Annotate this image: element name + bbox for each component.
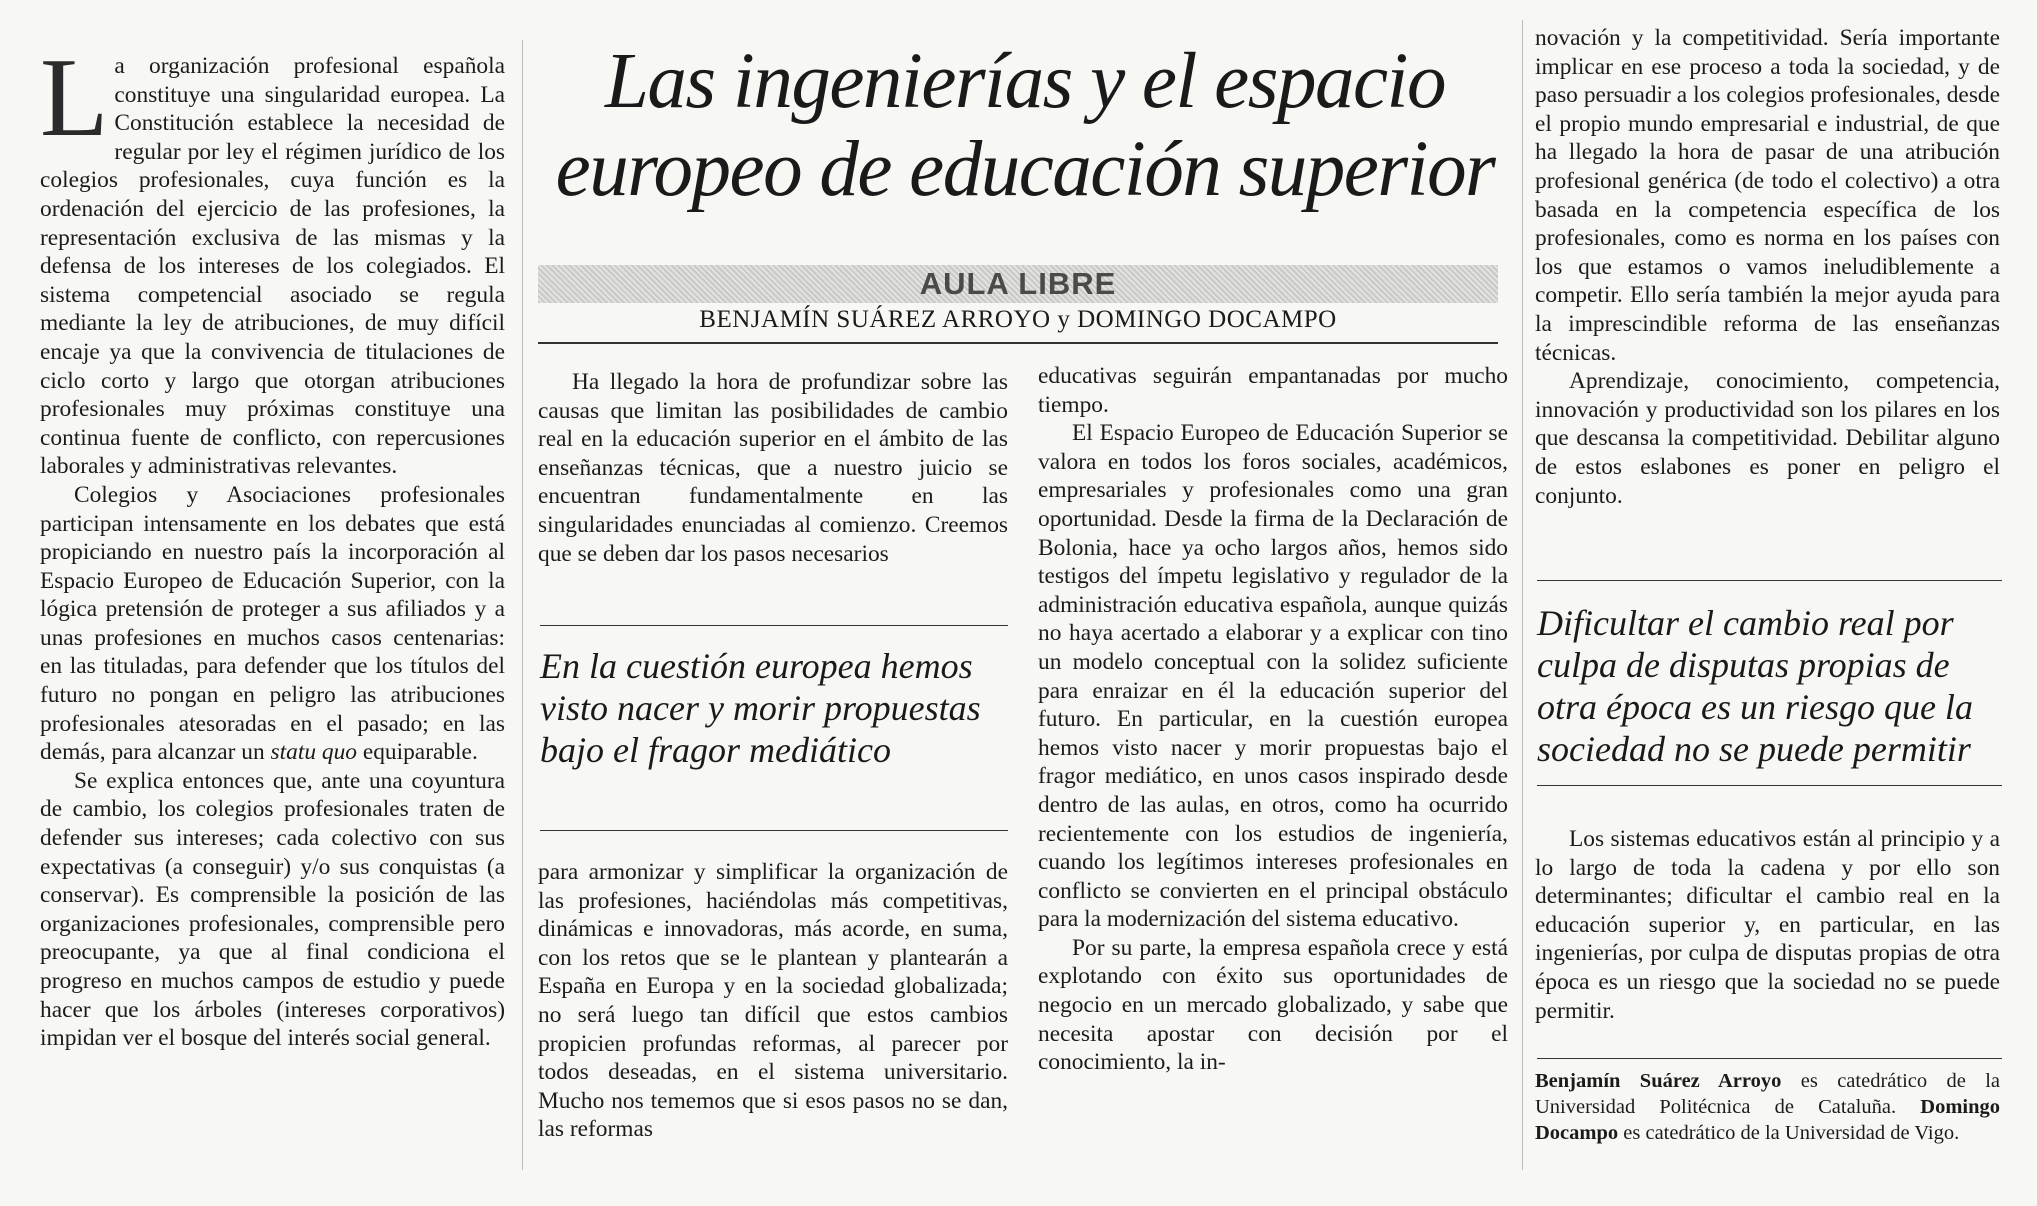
column-separator [522, 40, 523, 1170]
pullquote-2-rule-bottom [1537, 785, 2002, 786]
article-column-3 [1038, 362, 1508, 1077]
paragraph-7: Aprendizaje, conocimiento, competencia, innovación y productividad son los pilares en los que descansa la competitividad. Debilitar alguno de estos eslabones es poner en peligro el conjunto. [1535, 368, 2000, 509]
bio-rule [1537, 1058, 2002, 1059]
paragraph-2: Colegios y Asociaciones profesionales participan intensamente en los debates que está propiciando en nuestro país la incorporación al Espacio Europeo de Educación Superior, con la lógica pretensión de proteger a sus afiliados y a unas profesiones en muchos casos centenarias: en las tituladas, para defender que los títulos del futuro no pongan en peligro las atribuciones profesionales atesoradas en el pasado; en las demás, para alcanzar un statu quo equiparable. [40, 481, 505, 766]
paragraph-4-end: educativas seguirán empantanadas por mucho tiempo. [1038, 363, 1508, 418]
paragraph-5: El Espacio Europeo de Educación Superior se valora en todos los foros sociales, académicos, empresariales y profesionales como una gran oportunidad. Desde la firma de la Declaración de Bolonia, hace ya ocho largos años, hemos sido testigos del ímpetu legislativo y regulador de la administración educativa española, aunque quizás no haya acertado a elaborar y a explicar con tino un modelo conceptual con la solidez suficiente para enraizar en él la educación superior del futuro. En particular, en la cuestión europea hemos visto nacer y morir propuestas bajo el fragor mediático, en unos casos inspirado desde dentro de las aulas, en otros, como ha ocurrido recientemente con los estudios de ingeniería, cuando los legítimos intereses profesionales en conflicto se convierten en el principal obstáculo para la modernización del sistema educativo. [1038, 420, 1508, 933]
paragraph-6: Por su parte, la empresa española crece y está explotando con éxito sus oportunidades de negocio en un mercado globalizado, y sabe que necesita apostar con decisión por el conocimiento, la in- [1038, 934, 1508, 1076]
paragraph-3: Se explica entonces que, ante una coyuntura de cambio, los colegios profesionales traten de defender sus intereses; cada colectivo con sus expectativas (a conseguir) y/o sus conquistas (a conservar). Es comprensible la posición de las organizaciones profesionales, comprensible pero preocupante, ya que al final condiciona el progreso en muchos campos de estudio y puede hacer que los árboles (intereses corporativos) impidan ver el bosque del interés social general. [40, 767, 505, 1052]
author-name-1: Benjamín Suárez Arroyo [1535, 1070, 1782, 1092]
pullquote-2: Dificultar el cambio real por culpa de disputas propias de otra época es un riesgo que la sociedad no se puede permitir [1537, 603, 1973, 769]
section-label: AULA LIBRE [919, 266, 1117, 301]
headline [530, 38, 1520, 214]
article-column-4-top [1535, 24, 2000, 510]
article-column-2-bottom [538, 858, 1008, 1144]
pullquote-2-rule-top [1537, 580, 2002, 581]
italic-phrase: statu quo [270, 739, 357, 766]
byline-rule [538, 342, 1498, 344]
paragraph-1-text: a organización profesional española constituye una singularidad europea. La Constitución establece la necesidad de regular por ley el régimen jurídico de los colegios profesionales, cuya función es la ordenación del ejercicio de las profesiones, la representación exclusiva de las mismas y la defensa de los intereses de los colegiados. El sistema competencial asociado se regula mediante la ley de atribuciones, de muy difícil encaje ya que la convivencia de titulaciones de ciclo corto y largo que otorgan atribuciones profesionales muy próximas constituye una continua fuente de conflicto, con repercusiones laborales y administrativas relevantes. [40, 53, 505, 480]
column-separator [1522, 20, 1523, 1170]
paragraph-4: Ha llegado la hora de profundizar sobre las causas que limitan las posibilidades de cambio real en la educación superior en el ámbito de las enseñanzas técnicas, que a nuestro juicio se encuentran fundamentalmente en las singularidades enunciadas al comienzo. Creemos que se deben dar los pasos necesarios [538, 369, 1008, 567]
paragraph-6-cont: novación y la competitividad. Sería importante implicar en ese proceso a toda la sociedad, y de paso persuadir a los colegios profesionales, desde el propio mundo empresarial e industrial, de que ha llegado la hora de pasar de una atribución profesional genérica (de todo el colectivo) a otra basada en la competencia específica de los profesionales, como es norma en los países con los que estamos o vamos ineludiblemente a competir. Ello sería también la mejor ayuda para la imprescindible reforma de las enseñanzas técnicas. [1535, 25, 2000, 366]
pullquote-1: En la cuestión europea hemos visto nacer y morir propuestas bajo el fragor mediático [540, 646, 981, 770]
paragraph-4-cont: para armonizar y simplificar la organización de las profesiones, haciéndolas más competitivas, dinámicas e innovadoras, más acorde, en suma, con los retos que se le plantean y plantearán a España en Europa y en la sociedad globalizada; no será luego tan difícil que estos cambios propicien profundas reformas, al parecer por todos deseadas, en el sistema universitario. Mucho nos tememos que si esos pasos no se dan, las reformas [538, 859, 1008, 1143]
paragraph-1 [40, 36, 505, 481]
section-bar [538, 265, 1498, 303]
pullquote-1-rule-bottom [540, 830, 1008, 831]
drop-cap: L [40, 36, 109, 160]
byline: BENJAMÍN SUÁREZ ARROYO y DOMINGO DOCAMPO [699, 306, 1337, 333]
headline-line-1: Las ingenierías y el espacio [604, 38, 1446, 125]
author-name-2: Domingo Docampo [1535, 1096, 2000, 1144]
author-bio: Benjamín Suárez Arroyo es catedrático de la Universidad Politécnica de Cataluña. Domingo Docampo es catedrático de la Universidad de Vigo. [1535, 1070, 2000, 1144]
pullquote-1-rule-top [540, 625, 1008, 626]
article-column-1 [40, 36, 505, 1053]
paragraph-8: Los sistemas educativos están al principio y a lo largo de toda la cadena y por ello son determinantes; dificultar el cambio real en la educación superior y, en particular, en las ingenierías, por culpa de disputas propias de otra época es un riesgo que la sociedad no se puede permitir. [1535, 826, 2000, 1024]
article-column-4-bottom [1535, 825, 2000, 1025]
article-column-2-top [538, 368, 1008, 568]
headline-line-2: europeo de educación superior [555, 126, 1495, 213]
